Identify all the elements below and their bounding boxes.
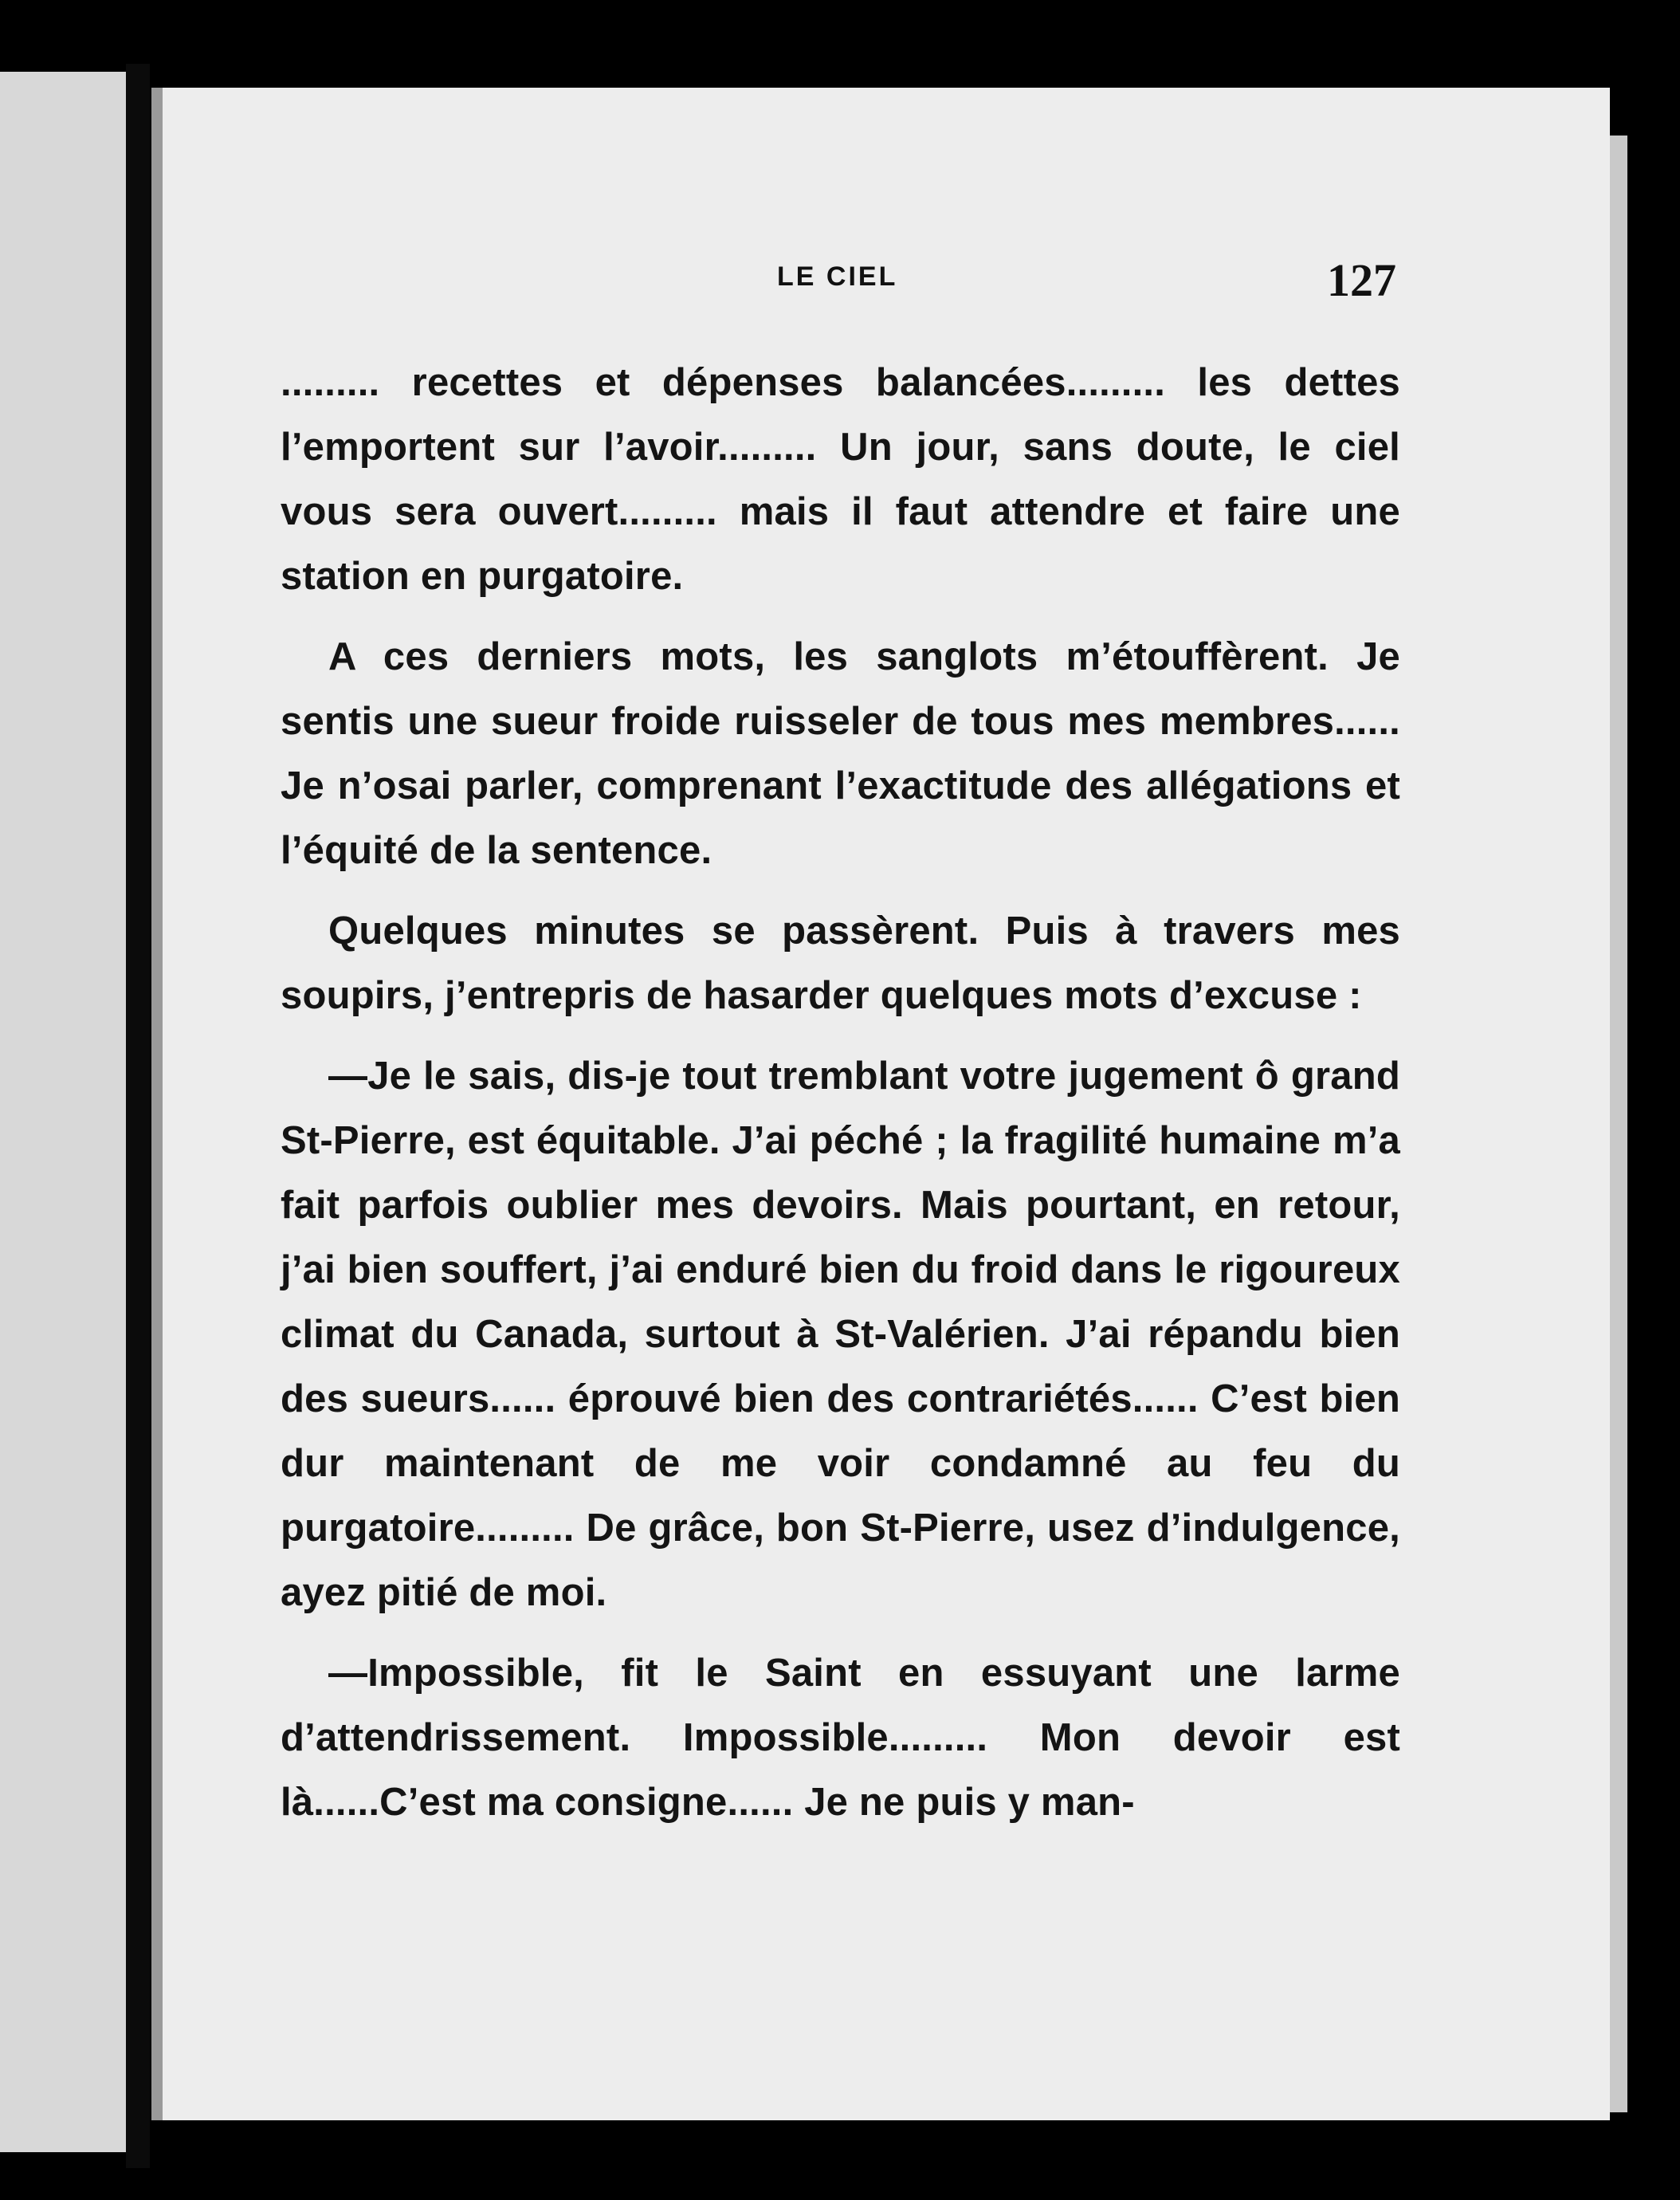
- paragraph-1: ......... recettes et dépenses balancées......... les dettes l’emportent sur l’avoir......... Un jour, sans doute, le ciel vous sera ouvert......... mais il faut attendre et faire une station en purgatoire.: [281, 361, 1400, 598]
- paragraph-5: —Impossible, fit le Saint en essuyant une larme d’attendrissement. Impossible......... Mon devoir est là......C’est ma consigne...... Je ne puis y man-: [281, 1652, 1400, 1824]
- page-number: 127: [1327, 254, 1396, 306]
- page-binding-shadow: [151, 88, 163, 2120]
- paragraph-4: —Je le sais, dis-je tout tremblant votre jugement ô grand St-Pierre, est équitable. J’ai péché ; la fragilité humaine m’a fait parfois oublier mes devoirs. Mais pourtant, en retour, j’ai bien souffert, j’ai enduré bien du froid dans le rigoureux climat du Canada, surtout à St-Valérien. J’ai répandu bien des sueurs...... éprouvé bien des contrariétés...... C’est bien dur maintenant de me voir condamné au feu du purgatoire......... De grâce, bon St-Pierre, usez d’indulgence, ayez pitié de moi.: [281, 1055, 1400, 1614]
- page-text: [281, 351, 1400, 1851]
- page-fore-edge: [1610, 136, 1627, 2112]
- previous-page-edge: [0, 72, 135, 2152]
- paragraph-2: A ces derniers mots, les sanglots m’étouffèrent. Je sentis une sueur froide ruisseler de tous mes membres...... Je n’osai parler, comprenant l’exactitude des allégations et l’équité de la sentence.: [281, 635, 1400, 872]
- paragraph-3: Quelques minutes se passèrent. Puis à travers mes soupirs, j’entrepris de hasarder quelques mots d’excuse :: [281, 909, 1400, 1017]
- running-title: LE CIEL: [777, 261, 898, 292]
- book-gutter: [126, 64, 150, 2168]
